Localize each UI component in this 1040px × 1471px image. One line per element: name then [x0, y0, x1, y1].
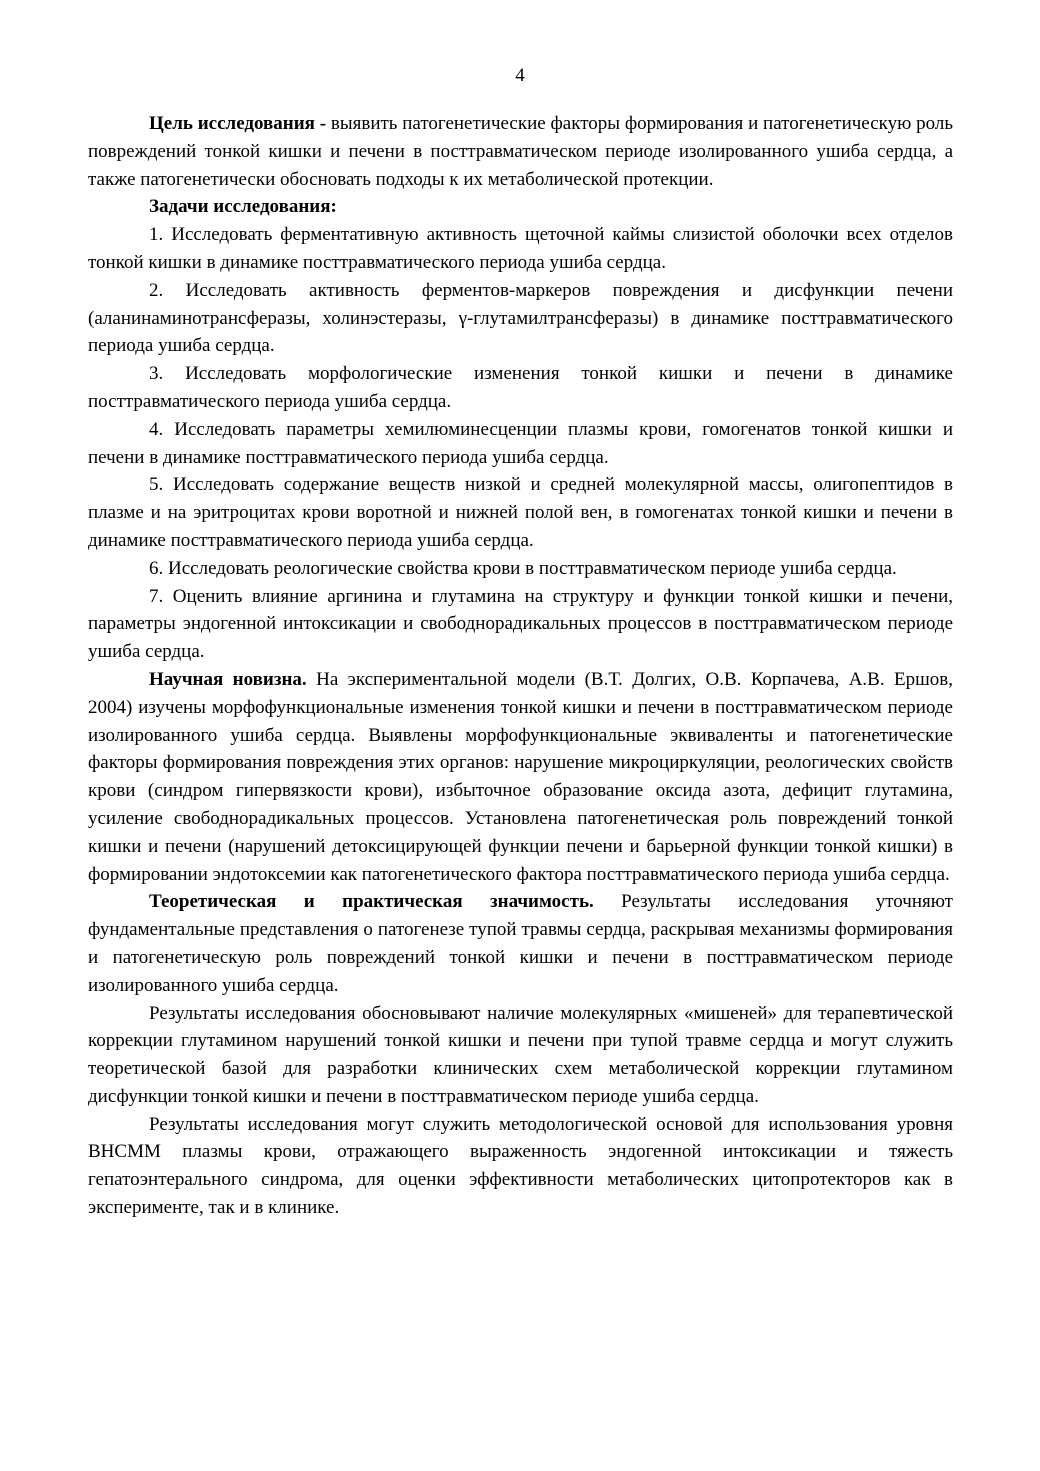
paragraph-significance [88, 888, 953, 999]
paragraph-results-1: Результаты исследования обосновывают наличие молекулярных «мишеней» для терапевтической коррекции глутамином нарушений тонкой кишки и печени при тупой травме сердца и могут служить теоретической базой для разработки клинических схем метаболической коррекции глутамином дисфункции тонкой кишки и печени в посттравматическом периоде ушиба сердца. [88, 1002, 953, 1107]
novelty-heading: Научная новизна. [149, 668, 307, 690]
paragraph-goal [88, 110, 953, 193]
page-number: 4 [515, 65, 525, 86]
goal-text: выявить патогенетические факторы формирования и патогенетическую роль повреждений тонкой кишки и печени в посттравматическом периоде изолированного ушиба сердца, а также патогенетически обосновать подходы к их метаболической протекции. [88, 113, 953, 190]
document-body [88, 110, 953, 1222]
task-item-7: 7. Оценить влияние аргинина и глутамина на структуру и функции тонкой кишки и печени, параметры эндогенной интоксикации и свободнорадикальных процессов в посттравматическом периоде ушиба сердца. [88, 585, 953, 663]
significance-heading: Теоретическая и практическая значимость. [149, 891, 594, 913]
task-item-3: 3. Исследовать морфологические изменения тонкой кишки и печени в динамике посттравматического периода ушиба сердца. [88, 363, 953, 412]
goal-heading: Цель исследования - [149, 113, 327, 134]
task-item-5: 5. Исследовать содержание веществ низкой и средней молекулярной массы, олигопептидов в плазме и на эритроцитах крови воротной и нижней полой вен, в гомогенатах тонкой кишки и печени в динамике посттравматического периода ушиба сердца. [88, 474, 953, 551]
task-item-6: 6. Исследовать реологические свойства крови в посттравматическом периоде ушиба сердца. [149, 557, 897, 579]
tasks-heading: Задачи исследования: [149, 196, 337, 218]
paragraph-novelty [88, 666, 953, 888]
paragraph-results-2: Результаты исследования могут служить методологической основой для использования уровня ВНСММ плазмы крови, отражающего выраженность эндогенной интоксикации и тяжесть гепатоэнтерального синдрома, для оценки эффективности метаболических цитопротекторов как в эксперименте, так и в клинике. [88, 1113, 953, 1219]
novelty-text: На экспериментальной модели (В.Т. Долгих, О.В. Корпачева, А.В. Ершов, 2004) изучены морфофункциональные изменения тонкой кишки и печени в посттравматическом периоде изолированного ушиба сердца. Выявлены морфофункциональные эквиваленты и патогенетические факторы формирования повреждения этих органов: нарушение микроциркуляции, реологических свойств крови (синдром гипервязкости крови), избыточное образование оксида азота, дефицит глутамина, усиление свободнорадикальных процессов. Установлена патогенетическая роль повреждений тонкой кишки и печени (нарушений детоксицирующей функции печени и барьерной функции тонкой кишки) в формировании эндотоксемии как патогенетического фактора посттравматического периода ушиба сердца. [88, 668, 953, 885]
significance-text: Результаты исследования уточняют фундаментальные представления о патогенезе тупой травмы сердца, раскрывая механизмы формирования и патогенетическую роль повреждений тонкой кишки и печени в посттравматическом периоде изолированного ушиба сердца. [88, 891, 953, 996]
task-item-4: 4. Исследовать параметры хемилюминесценции плазмы крови, гомогенатов тонкой кишки и печени в динамике посттравматического периода ушиба сердца. [88, 418, 953, 468]
task-item-1: 1. Исследовать ферментативную активность щеточной каймы слизистой оболочки всех отделов тонкой кишки в динамике посттравматического периода ушиба сердца. [88, 224, 953, 273]
task-item-2: 2. Исследовать активность ферментов-маркеров повреждения и дисфункции печени (аланинаминотрансферазы, холинэстеразы, γ-глутамилтрансферазы) в динамике посттравматического периода ушиба сердца. [88, 279, 953, 357]
